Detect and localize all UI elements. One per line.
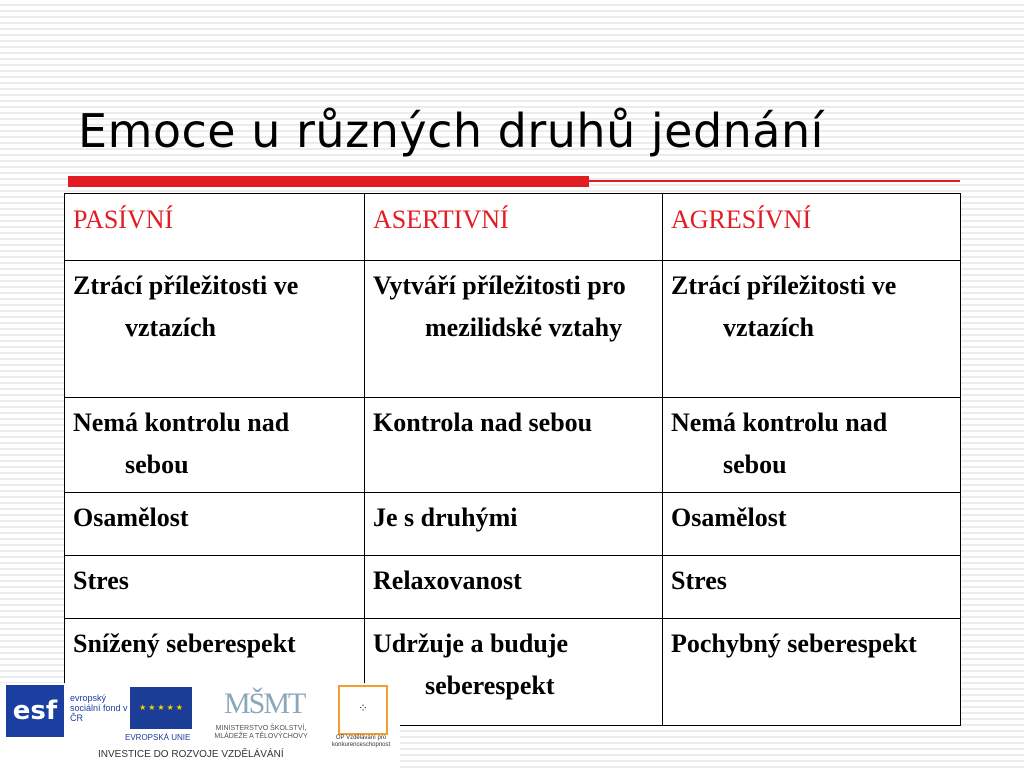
table-row	[65, 556, 961, 619]
esf-logo-text: evropský sociální fond v ČR	[70, 693, 128, 723]
esf-logo: esf	[6, 685, 64, 737]
msmt-mark: MŠMT	[224, 687, 305, 720]
header-asertivni: ASERTIVNÍ	[365, 194, 663, 261]
header-agresivni: AGRESÍVNÍ	[663, 194, 961, 261]
table-cell: Ztrácí příležitosti ve vztazích	[663, 261, 961, 398]
table-cell: Pochybný seberespekt	[663, 619, 961, 726]
table-cell: Kontrola nad sebou	[365, 398, 663, 493]
table-header-row	[65, 194, 961, 261]
table-cell: Snížený seberespekt	[65, 619, 365, 726]
table-cell: Relaxovanost	[365, 556, 663, 619]
eu-stars-icon: ★ ★ ★ ★ ★	[139, 703, 183, 712]
title-underline-thick	[68, 176, 589, 187]
table-cell: Nemá kontrolu nad sebou	[663, 398, 961, 493]
table-cell: Ztrácí příležitosti ve vztazích	[65, 261, 365, 398]
table-cell: Stres	[65, 556, 365, 619]
table-cell: Udržuje a buduje seberespekt	[365, 619, 663, 726]
eu-logo-text: EVROPSKÁ UNIE	[125, 733, 191, 742]
table-cell: Je s druhými	[365, 493, 663, 556]
investice-text: INVESTICE DO ROZVOJE VZDĚLÁVÁNÍ	[98, 749, 284, 760]
eu-flag-logo	[130, 687, 192, 729]
op-logo-text: OP Vzdělávání pro konkurenceschopnost	[331, 735, 391, 748]
table-cell: Osamělost	[65, 493, 365, 556]
table-cell: Stres	[663, 556, 961, 619]
slide-title: Emoce u různých druhů jednání	[78, 104, 824, 158]
table-cell: Osamělost	[663, 493, 961, 556]
title-underline-thin	[589, 180, 960, 182]
header-pasivni: PASÍVNÍ	[65, 194, 365, 261]
table-row	[65, 261, 961, 398]
table-row	[65, 398, 961, 493]
msmt-logo-text: MINISTERSTVO ŠKOLSTVÍ, MLÁDEŽE A TĚLOVÝCHOVY	[214, 725, 308, 740]
table-cell: Nemá kontrolu nad sebou	[65, 398, 365, 493]
table-row	[65, 493, 961, 556]
op-logo	[338, 685, 388, 735]
op-dots-icon: ⁘	[357, 701, 369, 715]
emotions-table	[64, 193, 961, 726]
table-cell: Vytváří příležitosti pro mezilidské vztahy	[365, 261, 663, 398]
msmt-logo	[202, 687, 318, 740]
funding-logos-bar	[0, 683, 400, 768]
